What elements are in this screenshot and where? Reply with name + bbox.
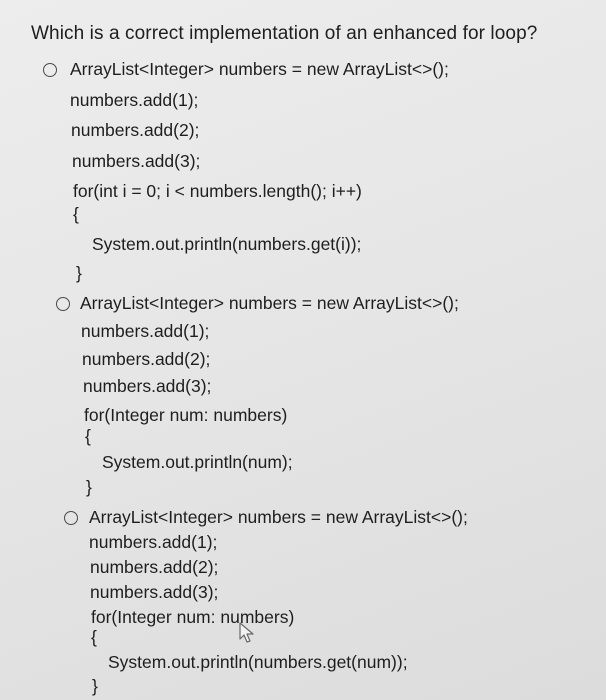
option-2-line-7: System.out.println(num); [102, 452, 293, 472]
radio-button-option-3[interactable] [64, 511, 78, 525]
option-3-line-4: numbers.add(3); [90, 582, 219, 602]
option-1-line-7: System.out.println(numbers.get(i)); [92, 234, 362, 254]
option-3-line-3: numbers.add(2); [90, 557, 219, 577]
option-1-line-3: numbers.add(2); [71, 120, 200, 140]
option-1-line-5: for(int i = 0; i < numbers.length(); i++) [73, 181, 362, 201]
option-2-line-2: numbers.add(1); [81, 321, 210, 341]
radio-button-option-2[interactable] [56, 297, 70, 311]
radio-button-option-1[interactable] [43, 63, 57, 77]
option-1-line-8: } [76, 263, 82, 283]
option-1-line-6: { [73, 204, 79, 224]
question-text: Which is a correct implementation of an enhanced for loop? [31, 23, 538, 44]
option-3-line-2: numbers.add(1); [89, 532, 218, 552]
option-3-line-5: for(Integer num: numbers) [91, 607, 295, 627]
option-2-line-3: numbers.add(2); [82, 349, 211, 369]
option-1-line-2: numbers.add(1); [70, 90, 199, 110]
mouse-pointer-icon [238, 622, 256, 644]
option-2-line-8: } [86, 477, 92, 497]
option-1-line-1: ArrayList<Integer> numbers = new ArrayList<>(); [70, 59, 449, 79]
option-3-line-7: System.out.println(numbers.get(num)); [108, 652, 408, 672]
option-1-line-4: numbers.add(3); [72, 151, 201, 171]
option-2-line-6: { [85, 426, 91, 446]
option-3-line-8: } [92, 676, 98, 696]
option-2-line-1: ArrayList<Integer> numbers = new ArrayList<>(); [80, 293, 459, 313]
option-3-line-6: { [91, 627, 97, 647]
option-2-line-5: for(Integer num: numbers) [84, 405, 288, 425]
option-3-line-1: ArrayList<Integer> numbers = new ArrayList<>(); [89, 507, 468, 527]
option-2-line-4: numbers.add(3); [83, 376, 212, 396]
